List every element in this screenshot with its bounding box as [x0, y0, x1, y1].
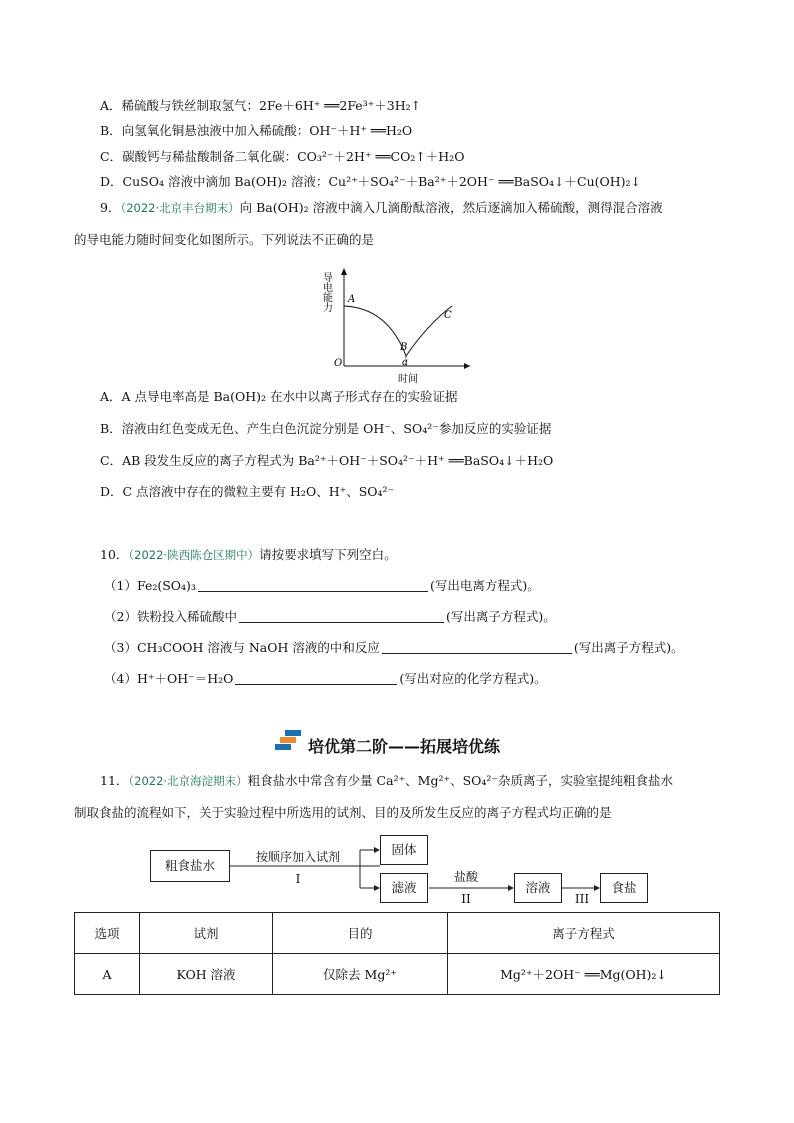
answer-blank[interactable]: [239, 610, 444, 623]
header-purpose: 目的: [273, 913, 448, 954]
cell-reagent: KOH 溶液: [140, 954, 273, 995]
flow-box-solid: 固体: [380, 835, 428, 865]
q10-item-4: （4）H⁺＋OH⁻＝H₂O (写出对应的化学方程式)。: [104, 671, 547, 686]
y-axis-label: 导电能力: [320, 272, 332, 312]
q9-stem-line1: 9．（2022·北京丰台期末）向 Ba(OH)₂ 溶液中滴入几滴酚酞溶液，然后逐滴加入稀硫酸，测得混合溶液: [100, 200, 663, 215]
q10-item-2: （2）铁粉投入稀硫酸中 (写出离子方程式)。: [104, 609, 556, 624]
section-bars-icon: [275, 728, 305, 754]
x-axis-arrow: [464, 363, 470, 369]
header-option: 选项: [75, 913, 140, 954]
q10-source: （2022·陕西陈仓区期中）: [128, 548, 260, 562]
flow-box-crude-brine: 粗食盐水: [150, 850, 230, 882]
q8-option-a: A．稀硫酸与铁丝制取氢气：2Fe＋6H⁺ ══2Fe³⁺＋3H₂↑: [100, 98, 422, 113]
q9-option-a: A．A 点导电率高是 Ba(OH)₂ 在水中以离子形式存在的实验证据: [100, 389, 458, 404]
flow-box-filtrate: 滤液: [380, 873, 428, 903]
flow-box-salt: 食盐: [600, 873, 648, 903]
q10-item-1: （1）Fe₂(SO₄)₃ (写出电离方程式)。: [104, 578, 540, 593]
x-axis-label: 时间: [398, 374, 418, 384]
flow-step3-num: III: [574, 892, 590, 906]
answer-blank[interactable]: [198, 579, 428, 592]
q11-options-table: [74, 912, 720, 995]
flow-step1-label: 按顺序加入试剂: [255, 850, 340, 864]
flow-step2-label: 盐酸: [453, 870, 478, 884]
q10-item-3: （3）CH₃COOH 溶液与 NaOH 溶液的中和反应 (写出离子方程式)。: [104, 640, 684, 655]
conductivity-curve: [344, 306, 452, 356]
cell-ionic-equation: Mg²⁺＋2OH⁻ ══Mg(OH)₂↓: [448, 954, 720, 995]
q8-option-c: C．碳酸钙与稀盐酸制备二氧化碳：CO₃²⁻＋2H⁺ ══CO₂↑＋H₂O: [100, 149, 465, 164]
table-row: [75, 954, 720, 995]
answer-blank[interactable]: [235, 672, 397, 685]
q11-stem-line2: 制取食盐的流程如下，关于实验过程中所选用的试剂、目的及所发生反应的离子方程式均正确的是: [74, 805, 612, 820]
header-ionic-equation: 离子方程式: [448, 913, 720, 954]
q9-source: （2022·北京丰台期末）: [120, 201, 240, 215]
q9-option-c: C．AB 段发生反应的离子方程式为 Ba²⁺＋OH⁻＋SO₄²⁻＋H⁺ ══BaSO₄↓＋H₂O: [100, 453, 554, 468]
origin-label: O: [334, 358, 343, 369]
flow-step2-num: II: [461, 892, 471, 906]
q9-option-d: D．C 点溶液中存在的微粒主要有 H₂O、H⁺、SO₄²⁻: [100, 484, 395, 499]
q8-option-b: B．向氢氧化铜悬浊液中加入稀硫酸：OH⁻＋H⁺ ══H₂O: [100, 123, 413, 138]
flow-box-solution: 溶液: [514, 873, 562, 903]
q11-stem-line1: 11．（2022·北京海淀期末）粗食盐水中常含有少量 Ca²⁺、Mg²⁺、SO₄²⁻杂质离子，实验室提纯粗食盐水: [100, 773, 674, 788]
point-c-label: C: [444, 310, 452, 321]
tick-a-label: a: [402, 357, 408, 368]
point-b-label: B: [400, 342, 408, 353]
point-a-label: A: [348, 294, 356, 305]
q9-stem-line2: 的导电能力随时间变化如图所示。下列说法不正确的是: [74, 232, 375, 247]
table-header-row: [75, 913, 720, 954]
cell-option: A: [75, 954, 140, 995]
y-axis-arrow: [341, 268, 347, 275]
answer-blank[interactable]: [382, 641, 572, 654]
flow-step1-num: I: [295, 872, 301, 886]
q8-option-d: D．CuSO₄ 溶液中滴加 Ba(OH)₂ 溶液：Cu²⁺＋SO₄²⁻＋Ba²⁺＋2OH⁻ ══BaSO₄↓＋Cu(OH)₂↓: [100, 174, 642, 189]
q9-option-b: B．溶液由红色变成无色、产生白色沉淀分别是 OH⁻、SO₄²⁻参加反应的实验证据: [100, 421, 552, 436]
header-reagent: 试剂: [140, 913, 273, 954]
q11-source: （2022·北京海淀期末）: [128, 774, 248, 788]
q9-conductivity-graph: [318, 262, 478, 384]
section-title: 培优第二阶——拓展培优练: [308, 737, 501, 756]
q10-stem: 10．（2022·陕西陈仓区期中）请按要求填写下列空白。: [100, 547, 397, 562]
cell-purpose: 仅除去 Mg²⁺: [273, 954, 448, 995]
